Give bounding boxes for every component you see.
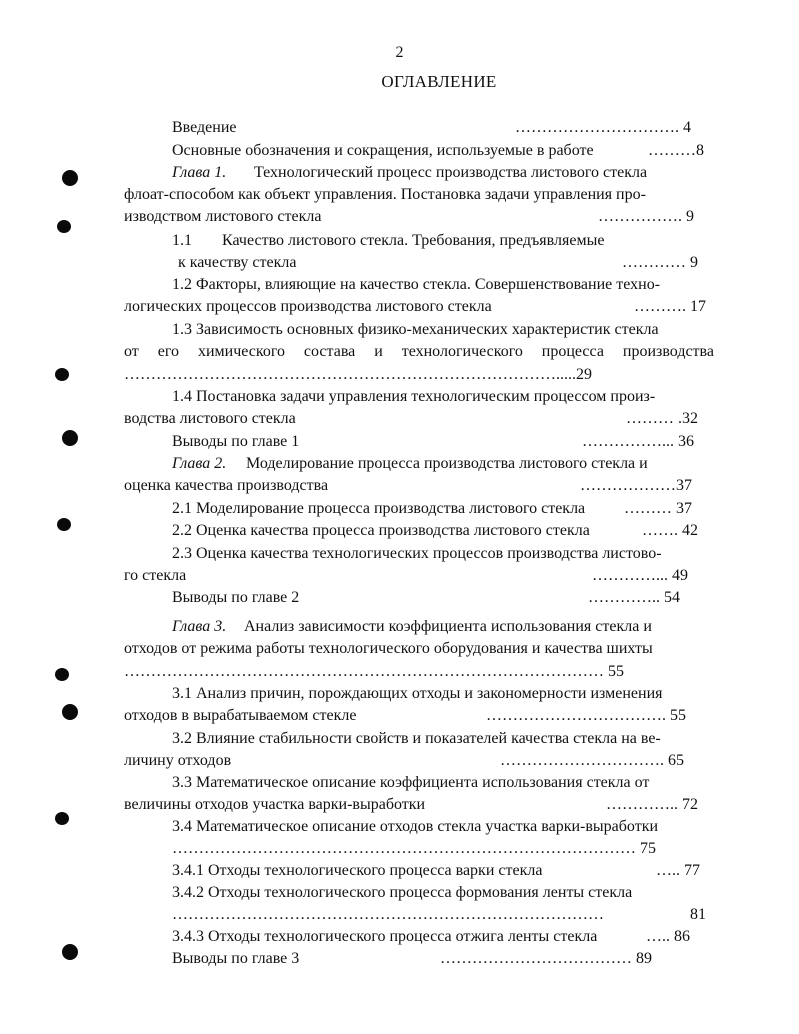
- chapter-title-line: отходов от режима работы технологического оборудования и качества шихты: [124, 640, 653, 657]
- section-title-line: 3.4 Математическое описание отходов стекла участка варки-выработки: [172, 818, 659, 835]
- toc-entry-page: ….. 86: [646, 928, 690, 945]
- chapter-title-line: Технологический процесс производства листового стекла: [254, 164, 648, 181]
- binder-hole: [55, 668, 69, 681]
- section-title-line: водства листового стекла: [124, 410, 296, 427]
- toc-entry-page: 81: [690, 906, 706, 923]
- toc-entry-leader: ………………………………………………………………………: [172, 906, 604, 923]
- section-title-line: от его химического состава и технологического процесса производства: [124, 343, 714, 360]
- toc-entry-page: ………….. 72: [606, 796, 698, 813]
- section-title-line: величины отходов участка варки-выработки: [124, 796, 426, 813]
- section-title-line: 1.2 Факторы, влияющие на качество стекла. Совершенствование техно-: [172, 276, 661, 293]
- binder-hole: [62, 704, 78, 720]
- toc-entry-page: ….. 77: [656, 862, 700, 879]
- toc-entry-page: ……… 37: [624, 500, 692, 517]
- section-title-line: 1.3 Зависимость основных физико-механических характеристик стекла: [172, 321, 659, 338]
- section-title: 2.2 Оценка качества процесса производства листового стекла: [172, 522, 590, 539]
- toc-entry-title: Основные обозначения и сокращения, используемые в работе: [172, 142, 594, 159]
- section-title-line: 1.4 Постановка задачи управления технологическим процессом произ-: [172, 388, 656, 405]
- binder-hole: [62, 170, 78, 186]
- toc-entry-page: ………8: [648, 142, 704, 159]
- section-title: 3.4.3 Отходы технологического процесса отжига ленты стекла: [172, 928, 598, 945]
- binder-hole: [57, 220, 71, 233]
- toc-entry-page: ……………... 36: [582, 433, 694, 450]
- section-title: 3.4.1 Отходы технологического процесса варки стекла: [172, 862, 543, 879]
- binder-hole: [55, 368, 69, 381]
- binder-hole: [57, 518, 71, 531]
- section-title-line: логических процессов производства листового стекла: [124, 298, 492, 315]
- binder-hole: [62, 944, 78, 960]
- chapter-title-line: изводством листового стекла: [124, 208, 322, 225]
- toc-entry-page: …………………………. 65: [500, 752, 684, 769]
- toc-entry-title: Выводы по главе 3: [172, 950, 300, 967]
- chapter-title-line: Моделирование процесса производства листового стекла и: [246, 455, 648, 472]
- section-title-line: 3.4.2 Отходы технологического процесса формования ленты стекла: [172, 884, 633, 901]
- toc-entry-page: ……………………………………………………………………………… 55: [124, 663, 624, 680]
- toc-entry-title: Введение: [172, 119, 237, 136]
- chapter-label: Глава 2.: [172, 455, 227, 472]
- toc-entry-page: ………. 17: [634, 298, 706, 315]
- chapter-title-line: флоат-способом как объект управления. Постановка задачи управления про-: [124, 186, 646, 203]
- toc-entry-page: ……. 42: [642, 522, 698, 539]
- section-title-line: 3.3 Математическое описание коэффициента использования стекла от: [172, 774, 650, 791]
- section-title-line: 2.3 Оценка качества технологических процессов производства листово-: [172, 545, 662, 562]
- toc-entry-page: ……………………………………………………………………….....29: [124, 366, 592, 383]
- section-title-line: личину отходов: [124, 752, 232, 769]
- section-title-line: го стекла: [124, 567, 187, 584]
- section-title-line: 3.1 Анализ причин, порождающих отходы и закономерности изменения: [172, 685, 663, 702]
- chapter-title-line: оценка качества производства: [124, 477, 329, 494]
- chapter-label: Глава 3.: [172, 618, 227, 635]
- toc-entry-page: …………………………. 4: [515, 119, 691, 136]
- toc-entry-title: Выводы по главе 2: [172, 589, 300, 606]
- page-number: 2: [395, 44, 404, 61]
- section-number: 1.1: [172, 232, 192, 249]
- chapter-title-line: Анализ зависимости коэффициента использования стекла и: [244, 618, 652, 635]
- page-title: ОГЛАВЛЕНИЕ: [381, 72, 497, 91]
- binder-hole: [55, 812, 69, 825]
- section-title: 2.1 Моделирование процесса производства листового стекла: [172, 500, 586, 517]
- section-title-line: отходов в вырабатываемом стекле: [124, 707, 357, 724]
- toc-entry-page: …………... 49: [592, 567, 688, 584]
- binder-hole: [62, 430, 78, 446]
- toc-entry-page: ………….. 54: [588, 589, 680, 606]
- toc-entry-title: Выводы по главе 1: [172, 433, 300, 450]
- toc-entry-page: ………………37: [580, 477, 692, 494]
- section-title-line: 3.2 Влияние стабильности свойств и показателей качества стекла на ве-: [172, 730, 661, 747]
- toc-entry-page: ………… 9: [622, 254, 698, 271]
- toc-entry-page: ……… .32: [626, 410, 698, 427]
- section-title-line: Качество листового стекла. Требования, предъявляемые: [222, 232, 605, 249]
- toc-entry-page: …………………………………………………………………………… 75: [172, 840, 656, 857]
- section-title-line: к качеству стекла: [178, 254, 297, 271]
- toc-entry-page: ……………………………. 55: [486, 707, 686, 724]
- toc-entry-page: ……………………………… 89: [440, 950, 652, 967]
- toc-entry-page: ……………. 9: [598, 208, 694, 225]
- chapter-label: Глава 1.: [172, 164, 227, 181]
